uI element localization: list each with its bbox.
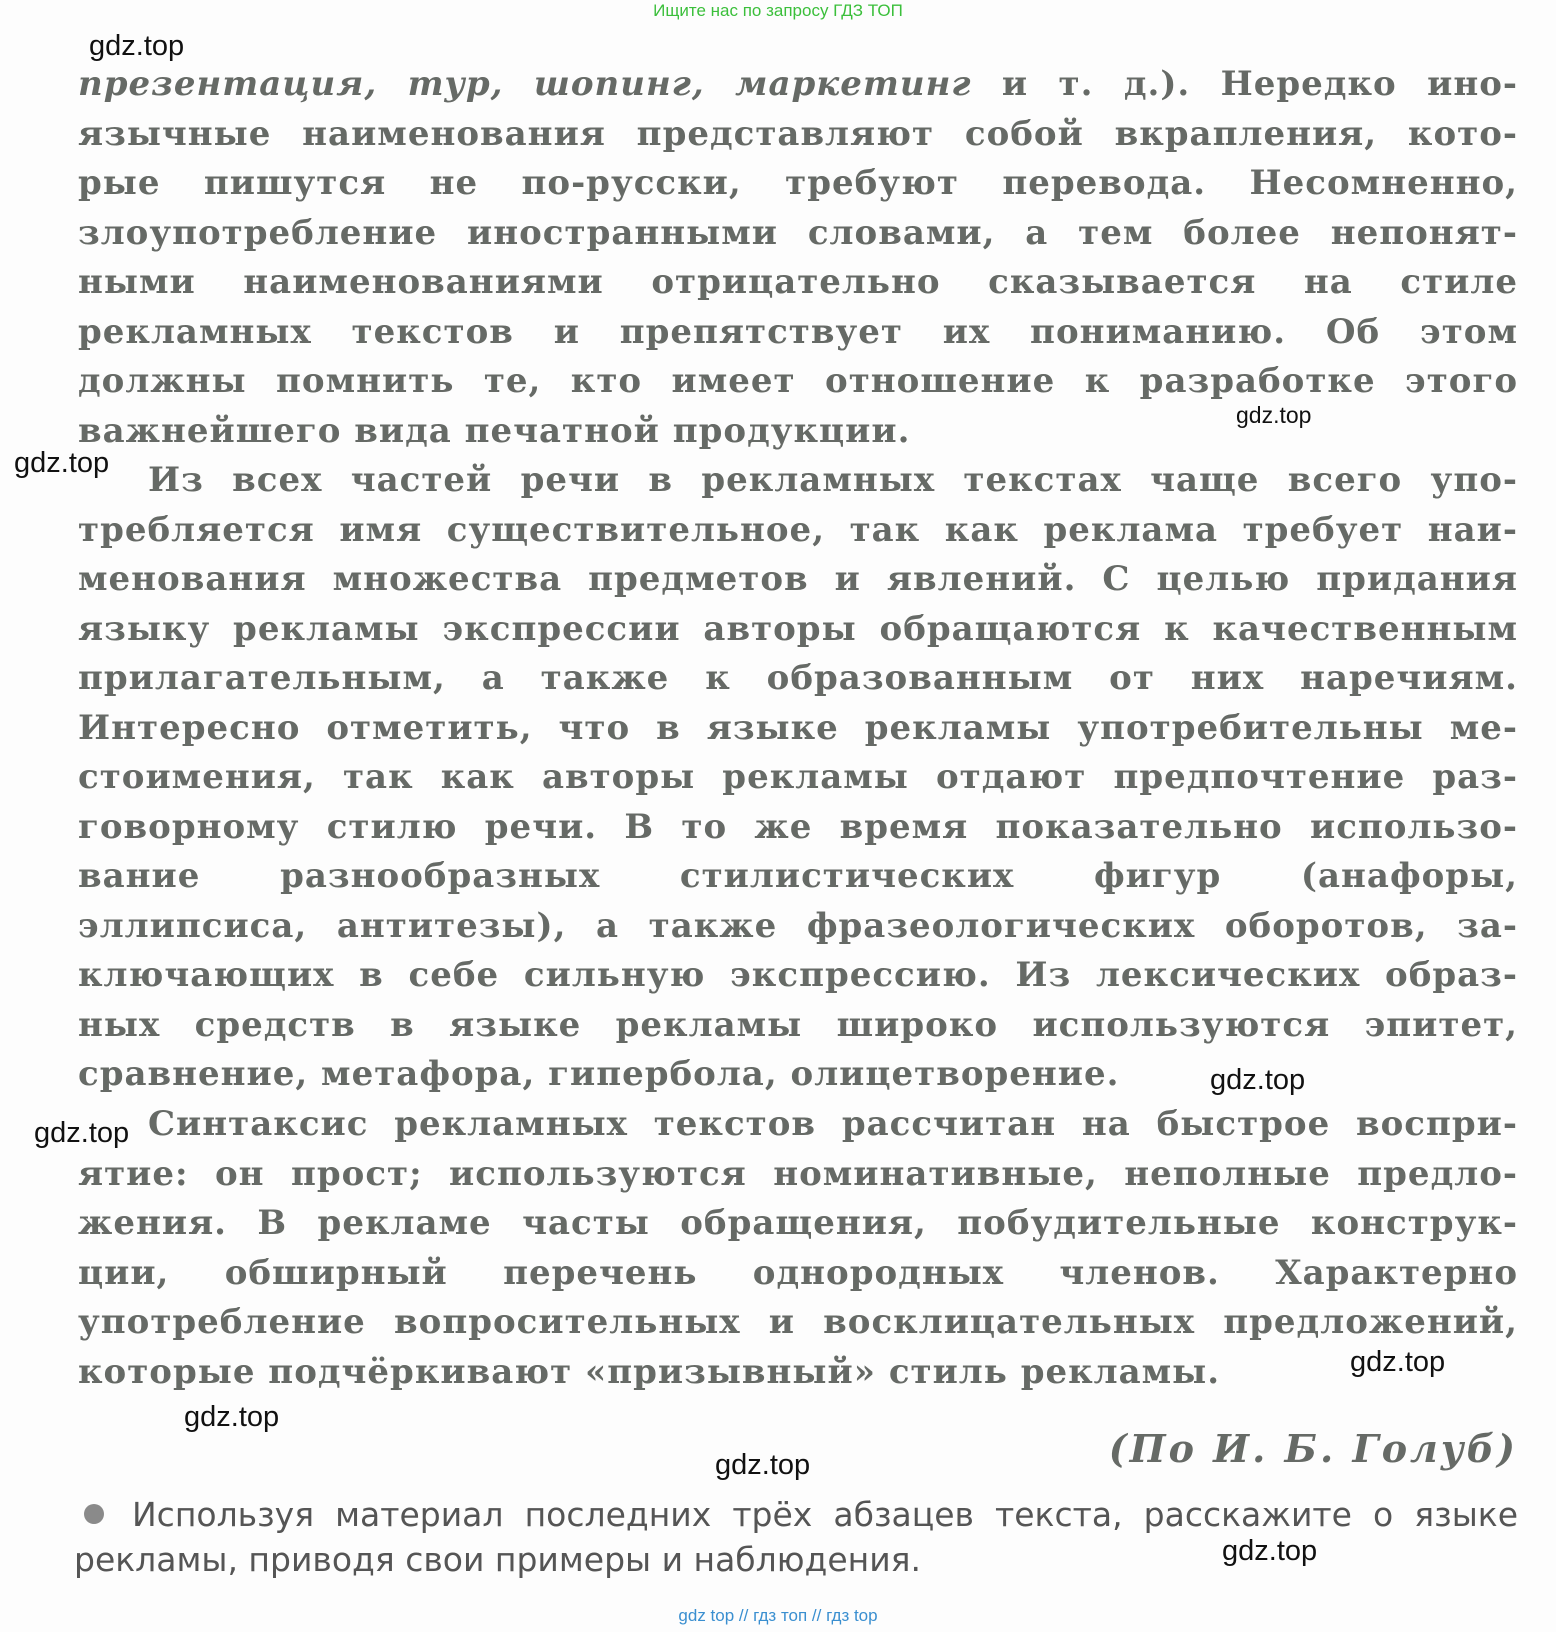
paragraph-line: важнейшего вида печатной продукции. bbox=[78, 410, 911, 451]
paragraph-line: требляется имя существительное, так как реклама требует наи- bbox=[78, 509, 1518, 550]
paragraph-line: рекламных текстов и препятствует их пониманию. Об этом bbox=[78, 311, 1518, 352]
watermark: gdz.top bbox=[34, 1117, 130, 1149]
watermark: gdz.top bbox=[14, 447, 110, 479]
watermark: gdz.top bbox=[1236, 402, 1312, 428]
paragraph-3 bbox=[78, 1100, 1518, 1397]
paragraph-line: ятие: он прост; используются номинативные, неполные предло- bbox=[78, 1153, 1518, 1194]
bullet-icon bbox=[84, 1504, 104, 1524]
paragraph-line: сравнение, метафора, гипербола, олицетворение. bbox=[78, 1054, 1120, 1094]
top-banner[interactable]: Ищите нас по запросу ГДЗ ТОП bbox=[653, 1, 903, 20]
paragraph-line: употребление вопросительных и восклицательных предложений, bbox=[78, 1302, 1518, 1342]
paragraph-line: ными наименованиями отрицательно сказывается на стиле bbox=[78, 262, 1518, 302]
paragraph-line: должны помнить те, кто имеет отношение к разработке этого bbox=[78, 361, 1518, 401]
paragraph-line: вание разнообразных стилистических фигур (анафоры, bbox=[78, 856, 1518, 896]
paragraph-line: ных средств в языке рекламы широко используются эпитет, bbox=[78, 1004, 1518, 1045]
paragraph-line: Из всех частей речи в рекламных текстах чаще всего упо- bbox=[148, 460, 1518, 500]
paragraph-line: Синтаксис рекламных текстов рассчитан на быстрое воспри- bbox=[148, 1104, 1518, 1144]
paragraph-line-rest: и т. д.). Нередко ино- bbox=[971, 64, 1518, 104]
task-line: рекламы, приводя свои примеры и наблюдения. bbox=[74, 1540, 922, 1579]
paragraph-line: стоимения, так как авторы рекламы отдают предпочтение раз- bbox=[78, 757, 1518, 797]
paragraph-line: эллипсиса, антитезы), а также фразеологических оборотов, за- bbox=[78, 905, 1518, 946]
watermark: gdz.top bbox=[89, 30, 185, 62]
italic-word-list: презентация, тур, шопинг, маркетинг bbox=[78, 64, 972, 104]
watermark: gdz.top bbox=[1222, 1535, 1318, 1567]
paragraph-line: ключающих в себе сильную экспрессию. Из лексических образ- bbox=[78, 955, 1518, 995]
paragraph-line: прилагательным, а также к образованным от них наречиям. bbox=[78, 658, 1518, 698]
paragraph-line: язычные наименования представляют собой вкрапления, кото- bbox=[78, 113, 1518, 154]
watermark: gdz.top bbox=[1210, 1064, 1306, 1096]
paragraph-line: злоупотребление иностранными словами, а тем более непонят- bbox=[78, 212, 1518, 253]
paragraph-line: рые пишутся не по-русски, требуют перевода. Несомненно, bbox=[78, 163, 1518, 203]
paragraph-2 bbox=[78, 456, 1518, 1100]
paragraph-line: говорному стилю речи. В то же время показательно использо- bbox=[78, 806, 1518, 847]
paragraph-1 bbox=[78, 60, 1518, 456]
paragraph-line: жения. В рекламе часты обращения, побудительные конструк- bbox=[78, 1203, 1518, 1243]
attribution: (По И. Б. Голуб) bbox=[1108, 1426, 1518, 1471]
watermark: gdz.top bbox=[1350, 1346, 1446, 1378]
paragraph-line: языку рекламы экспрессии авторы обращаются к качественным bbox=[78, 608, 1518, 649]
paragraph-line: которые подчёркивают «призывный» стиль рекламы. bbox=[78, 1351, 1221, 1392]
paragraph-line bbox=[78, 60, 1518, 110]
watermark: gdz.top bbox=[184, 1401, 280, 1433]
paragraph-line: Интересно отметить, что в языке рекламы употребительны ме- bbox=[78, 707, 1518, 748]
task-line: Используя материал последних трёх абзацев текста, расскажите о языке bbox=[132, 1495, 1518, 1534]
paragraph-line: ции, обширный перечень однородных членов. Характерно bbox=[78, 1252, 1518, 1293]
bottom-banner[interactable]: gdz top // гдз топ // гдз top bbox=[678, 1606, 878, 1625]
watermark: gdz.top bbox=[715, 1449, 811, 1481]
paragraph-line: менования множества предметов и явлений. С целью придания bbox=[78, 559, 1518, 599]
